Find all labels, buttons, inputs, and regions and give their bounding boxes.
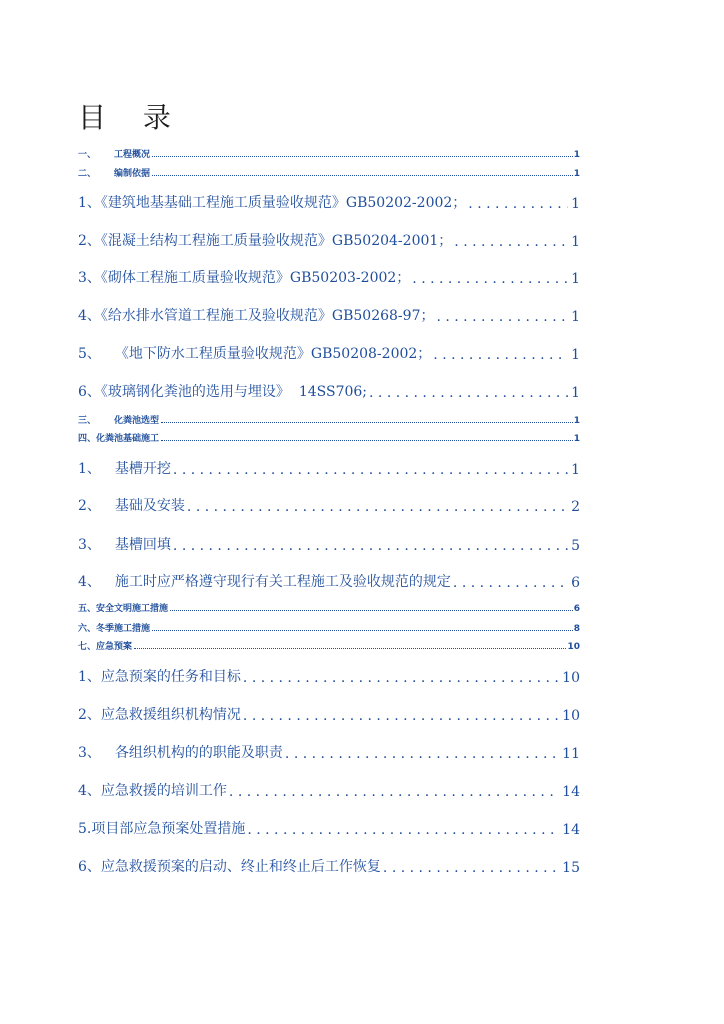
toc-page-number: 10 — [562, 670, 580, 686]
toc-entry-text: 应急救援组织机构情况 — [100, 707, 241, 723]
toc-entry-number: 1、 — [78, 195, 101, 211]
toc-page-number: 1 — [573, 434, 580, 444]
toc-entry-number: 一、 — [78, 150, 97, 160]
toc-page-number: 8 — [573, 624, 580, 634]
toc-page-number: 10 — [567, 642, 580, 652]
toc-leader — [381, 860, 559, 876]
toc-entry[interactable] — [78, 622, 580, 634]
toc-leader — [434, 309, 568, 325]
toc-entry-number: 5. — [78, 821, 92, 837]
toc-page-number: 1 — [571, 347, 580, 363]
toc-leader — [152, 155, 573, 157]
toc-entry-text: 编制依据 — [114, 169, 151, 179]
toc-entry-number: 4、 — [78, 783, 101, 799]
toc-entry-number: 四、 — [78, 434, 97, 444]
toc-entry-text: 《给水排水管道工程施工及验收规范》GB50268-97； — [100, 308, 435, 324]
toc-leader — [185, 499, 568, 515]
toc-page-number: 6 — [571, 575, 580, 591]
toc-entry[interactable] — [78, 305, 580, 325]
toc-entry[interactable] — [78, 640, 580, 652]
toc-entry[interactable] — [78, 148, 580, 160]
toc-page-number: 1 — [573, 416, 580, 426]
toc-leader — [431, 347, 568, 363]
toc-entry-text: 基槽回填 — [114, 537, 171, 553]
toc-page-number: 2 — [571, 499, 580, 515]
toc-leader — [241, 670, 559, 686]
toc-page-number: 1 — [573, 150, 580, 160]
toc-leader — [283, 746, 559, 762]
toc-entry-number: 五、 — [78, 604, 97, 614]
toc-page-number: 1 — [571, 462, 580, 478]
toc-entry-text: 《玻璃钢化粪池的选用与埋设》 14SS706; — [100, 384, 368, 400]
toc-entry-text: 《混凝土结构工程施工质量验收规范》GB50204-2001； — [100, 233, 453, 249]
toc-entry[interactable] — [78, 818, 580, 838]
toc-entry[interactable] — [78, 742, 580, 762]
toc-entry-text: 化粪池选型 — [114, 416, 160, 426]
toc-leader — [171, 538, 568, 554]
toc-entry-number: 2、 — [78, 498, 101, 514]
toc-entry[interactable] — [78, 458, 580, 478]
toc-page-number: 1 — [571, 234, 580, 250]
toc-entry-text: 《建筑地基基础工程施工质量验收规范》GB50202-2002； — [100, 195, 467, 211]
toc-entry-number: 6、 — [78, 384, 101, 400]
toc-entry-text: 项目部应急预案处置措施 — [91, 821, 246, 837]
toc-leader — [161, 439, 573, 441]
toc-page-number: 1 — [571, 309, 580, 325]
toc-entry[interactable] — [78, 343, 580, 363]
toc-entry-text: 应急预案的任务和目标 — [100, 669, 241, 685]
toc-leader — [367, 385, 568, 401]
toc-entry-number: 2、 — [78, 233, 101, 249]
toc-entry[interactable] — [78, 414, 580, 426]
toc-page-number: 10 — [562, 708, 580, 724]
toc-entry-number: 3、 — [78, 745, 101, 761]
toc-entry[interactable] — [78, 571, 580, 591]
toc-entry-text: 安全文明施工措施 — [96, 604, 169, 614]
toc-entry[interactable] — [78, 167, 580, 179]
toc-entry-number: 2、 — [78, 707, 101, 723]
toc-entry-number: 六、 — [78, 624, 97, 634]
toc-page-number: 15 — [562, 860, 580, 876]
toc-entry-text: 冬季施工措施 — [96, 624, 151, 634]
toc-leader — [134, 647, 566, 649]
toc-entry-number: 七、 — [78, 642, 97, 652]
toc-entry[interactable] — [78, 534, 580, 554]
toc-entry-text: 应急救援的培训工作 — [100, 783, 227, 799]
toc-entry-number: 三、 — [78, 416, 97, 426]
toc-entry-text: 化粪池基础施工 — [96, 434, 160, 444]
toc-entry[interactable] — [78, 230, 580, 250]
toc-leader — [241, 708, 559, 724]
toc-leader — [410, 271, 568, 287]
toc-entry[interactable] — [78, 780, 580, 800]
toc-entry[interactable] — [78, 666, 580, 686]
toc-entry-text: 基槽开挖 — [114, 461, 171, 477]
toc-page-number: 1 — [573, 169, 580, 179]
toc-page-number: 1 — [571, 196, 580, 212]
toc-leader — [152, 629, 573, 631]
toc-leader — [171, 462, 568, 478]
toc-leader — [466, 196, 568, 212]
toc-entry-text: 基础及安装 — [114, 498, 185, 514]
toc-entry-text: 应急预案 — [96, 642, 133, 652]
toc-page-number: 6 — [573, 604, 580, 614]
toc-entry[interactable] — [78, 381, 580, 401]
toc-entry[interactable] — [78, 192, 580, 212]
toc-entry-number: 3、 — [78, 537, 101, 553]
toc-page-number: 1 — [571, 271, 580, 287]
toc-entry-text: 各组织机构的的职能及职责 — [114, 745, 283, 761]
toc-entry[interactable] — [78, 704, 580, 724]
toc-entry[interactable] — [78, 495, 580, 515]
toc-page-number: 5 — [571, 538, 580, 554]
toc-page-number: 1 — [571, 385, 580, 401]
toc-entry[interactable] — [78, 602, 580, 614]
toc-entry-text: 应急救援预案的启动、终止和终止后工作恢复 — [100, 859, 381, 875]
toc-page-number: 11 — [562, 746, 580, 762]
toc-entry-number: 3、 — [78, 270, 101, 286]
toc-entry-number: 6、 — [78, 859, 101, 875]
toc-leader — [170, 609, 573, 611]
toc-leader — [161, 421, 573, 423]
toc-page-number: 14 — [562, 822, 580, 838]
toc-entry-number: 1、 — [78, 669, 101, 685]
toc-leader — [452, 234, 568, 250]
toc-title: 目 录 — [78, 101, 185, 134]
toc-entry-text: 工程概况 — [114, 150, 151, 160]
toc-leader — [152, 174, 573, 176]
toc-leader — [451, 575, 568, 591]
toc-entry[interactable] — [78, 432, 580, 444]
toc-entry-text: 施工时应严格遵守现行有关工程施工及验收规范的规定 — [114, 574, 451, 590]
toc-entry[interactable] — [78, 856, 580, 876]
toc-leader — [227, 784, 559, 800]
toc-entry-text: 《砌体工程施工质量验收规范》GB50203-2002； — [100, 270, 411, 286]
toc-leader — [245, 822, 559, 838]
toc-entry-number: 4、 — [78, 308, 101, 324]
toc-entry-number: 二、 — [78, 169, 97, 179]
toc-page-number: 14 — [562, 784, 580, 800]
toc-entry-number: 1、 — [78, 461, 101, 477]
toc-entry-text: 《地下防水工程质量验收规范》GB50208-2002； — [114, 346, 432, 362]
toc-entry-number: 5、 — [78, 346, 101, 362]
toc-entry-number: 4、 — [78, 574, 101, 590]
toc-entry[interactable] — [78, 267, 580, 287]
